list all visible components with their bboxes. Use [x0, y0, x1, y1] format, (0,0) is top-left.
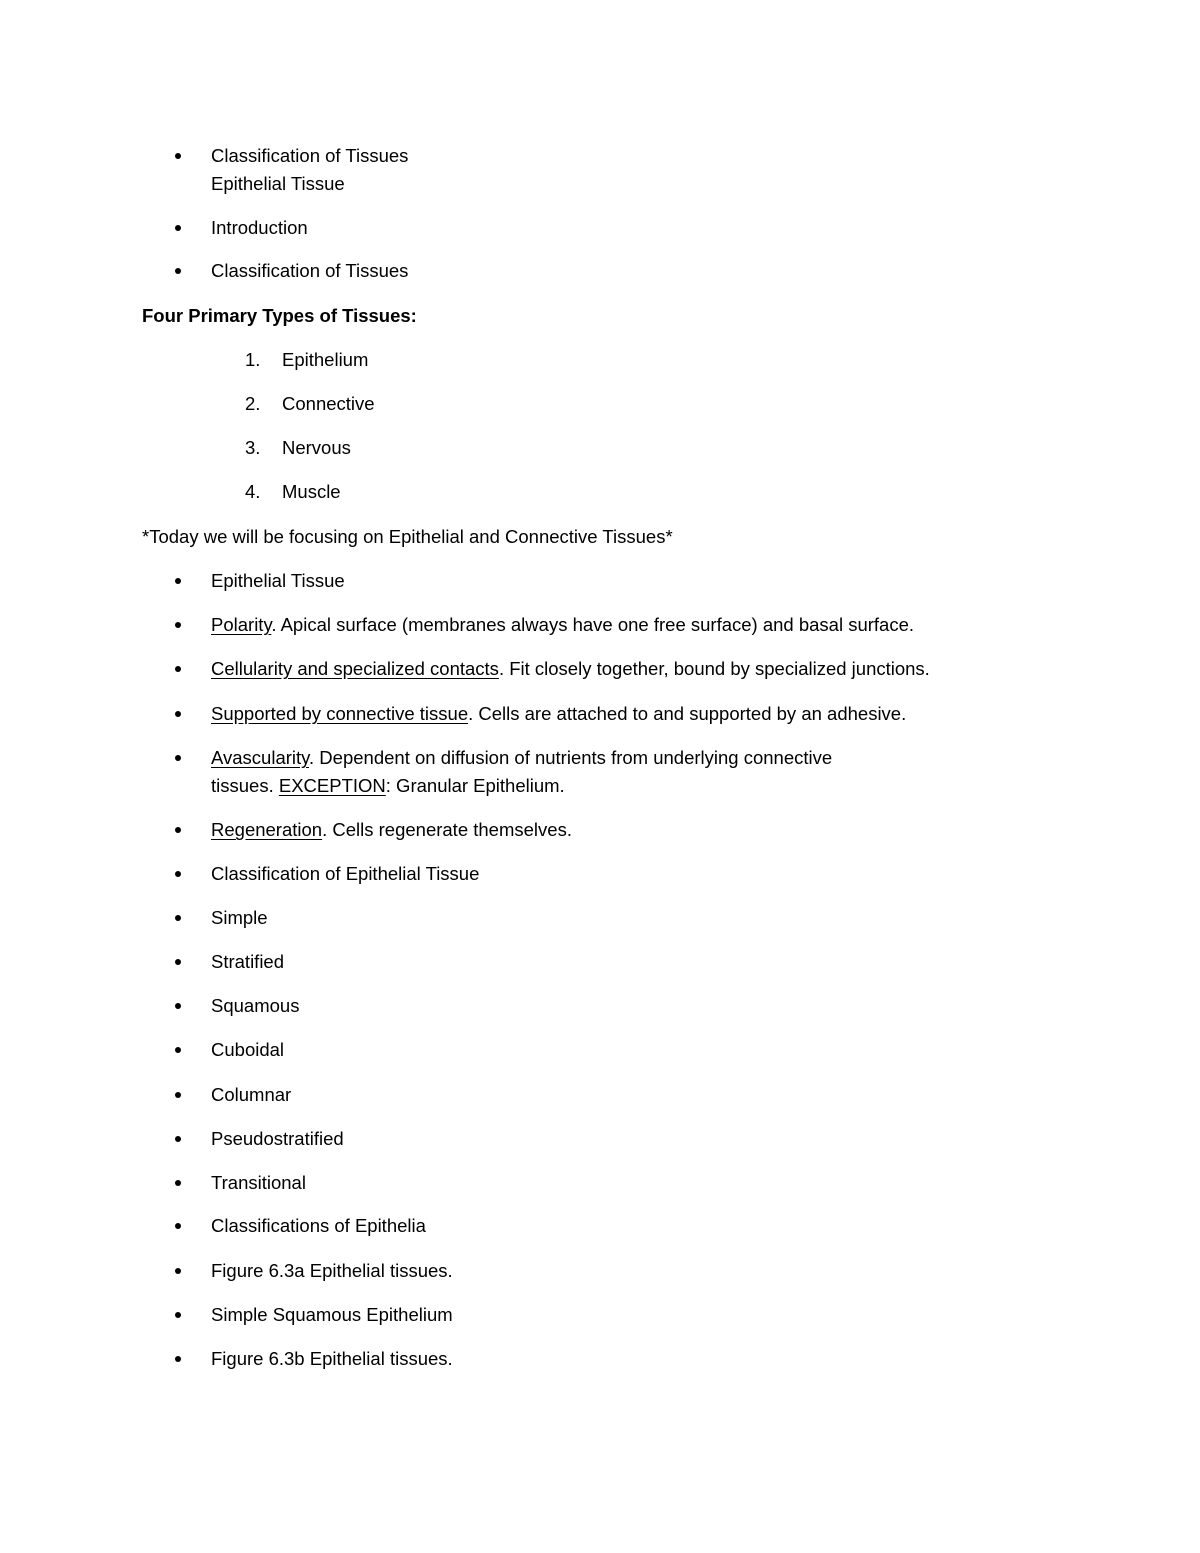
outline-item: Classification of Tissues [211, 260, 409, 281]
feature-description: . Fit closely together, bound by specialized junctions. [498, 658, 930, 679]
feature-description: . Apical surface (membranes always have one free surface) and basal surface. [271, 614, 915, 635]
bullet-icon [175, 915, 181, 921]
term-cellularity: Cellularity and specialized contacts [211, 658, 499, 679]
bullet-icon [175, 1268, 181, 1274]
outline-item-continuation: Epithelial Tissue [211, 173, 345, 194]
bullet-icon [175, 1356, 181, 1362]
bullet-icon [175, 711, 181, 717]
list-item: Columnar [211, 1084, 292, 1105]
bullet-icon [175, 268, 181, 274]
bullet-icon [175, 1312, 181, 1318]
feature-item-supported [211, 703, 906, 725]
numbered-item: Epithelium [282, 349, 369, 370]
feature-description: : Granular Epithelium. [385, 775, 565, 796]
term-regeneration: Regeneration [211, 819, 323, 840]
bullet-icon [175, 1136, 181, 1142]
list-item: Classification of Epithelial Tissue [211, 863, 480, 884]
list-item: Transitional [211, 1172, 306, 1193]
numbered-item: Nervous [282, 437, 351, 458]
feature-item-avascularity-continuation [211, 775, 565, 797]
bullet-icon [175, 827, 181, 833]
term-exception: EXCEPTION [278, 775, 386, 796]
outline-item: Classification of Tissues [211, 145, 409, 166]
feature-item-avascularity [211, 747, 832, 769]
bullet-icon [175, 578, 181, 584]
bullet-icon [175, 225, 181, 231]
list-item: Stratified [211, 951, 285, 972]
section-heading: Four Primary Types of Tissues: [142, 305, 417, 326]
bullet-icon [175, 153, 181, 159]
bullet-icon [175, 666, 181, 672]
list-number: 1. [245, 349, 261, 370]
list-item: Figure 6.3a Epithelial tissues. [211, 1260, 453, 1281]
bullet-icon [175, 622, 181, 628]
numbered-item: Muscle [282, 481, 341, 502]
bullet-icon [175, 1180, 181, 1186]
bullet-icon [175, 871, 181, 877]
feature-item-cellularity [211, 658, 930, 680]
bullet-icon [175, 1092, 181, 1098]
focus-note: *Today we will be focusing on Epithelial and Connective Tissues* [142, 526, 673, 547]
feature-description: . Cells are attached to and supported by an adhesive. [468, 703, 907, 724]
list-item: Cuboidal [211, 1039, 285, 1060]
list-item: Squamous [211, 995, 300, 1016]
bullet-icon [175, 959, 181, 965]
term-polarity: Polarity [211, 614, 272, 635]
list-item: Simple Squamous Epithelium [211, 1304, 453, 1325]
list-number: 3. [245, 437, 261, 458]
list-item: Classifications of Epithelia [211, 1215, 426, 1236]
outline-item: Introduction [211, 217, 308, 238]
numbered-item: Connective [282, 393, 375, 414]
list-item: Figure 6.3b Epithelial tissues. [211, 1348, 453, 1369]
feature-description: tissues. [211, 775, 279, 796]
feature-item: Epithelial Tissue [211, 570, 345, 591]
bullet-icon [175, 1047, 181, 1053]
feature-description: . Dependent on diffusion of nutrients from underlying connective [309, 747, 833, 768]
term-supported: Supported by connective tissue [211, 703, 469, 724]
bullet-icon [175, 1003, 181, 1009]
list-number: 2. [245, 393, 261, 414]
feature-item-regeneration [211, 819, 572, 841]
list-item: Pseudostratified [211, 1128, 344, 1149]
bullet-icon [175, 1223, 181, 1229]
feature-description: . Cells regenerate themselves. [322, 819, 572, 840]
term-avascularity: Avascularity [211, 747, 310, 768]
feature-item-polarity [211, 614, 914, 636]
bullet-icon [175, 755, 181, 761]
list-item: Simple [211, 907, 268, 928]
list-number: 4. [245, 481, 261, 502]
